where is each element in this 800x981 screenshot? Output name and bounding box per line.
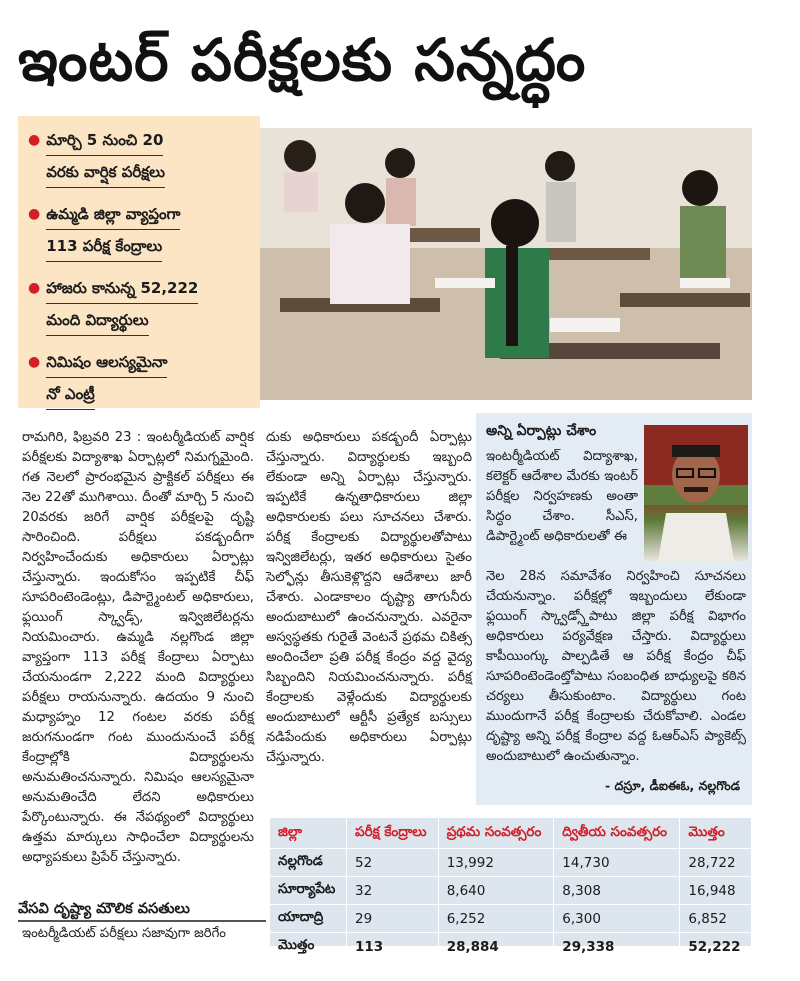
highlight-line: నో ఎంట్రీ xyxy=(46,380,95,410)
highlight-line: మంది విద్యార్థులు xyxy=(46,306,148,336)
table-cell: 6,300 xyxy=(554,905,680,933)
bullet-icon: ● xyxy=(28,280,41,296)
table-cell: మొత్తం xyxy=(270,933,347,961)
students-writing-illustration xyxy=(260,128,752,400)
article-column-2: దుకు అధికారులు పకడ్బందీ ఏర్పాట్లు చేస్తున్నారు. విద్యార్థులకు ఇబ్బంది లేకుండా అన్ని ఏర్పాట్లు చేస్తున్నారు. ఇప్పటికే ఉన్నతాధికారులు జిల్లా అధికారులకు పలు సూచనలు చేశారు. పరీక్ష కేంద్రాలకు విద్యార్థులతోపాటు ఇన్విజిలేటర్లు, ఇతర అధికారులు సైతం సెల్ఫోన్లు తీసుకెళ్లొద్దని ఆదేశాలు జారీ చేశారు. ఎండాకాలం దృష్ట్యా తాగునీరు అందుబాటులో ఉంచనున్నారు. ఎవరైనా అస్వస్థతకు గురైతే వెంటనే ప్రథమ చికిత్స అందించేలా ప్రతి పరీక్ష కేంద్రం వద్ద వైద్య సిబ్బందిని నియమించనున్నారు. పరీక్ష కేంద్రాలకు వెళ్లేందుకు విద్యార్థులకు అందుబాటులో ఆర్టీసీ ప్రత్యేక బస్సులు నడిపేందుకు అధికారులు ఏర్పాట్లు చేస్తున్నారు. xyxy=(266,430,472,765)
stats-table-box xyxy=(270,818,752,955)
highlight-item xyxy=(28,348,248,412)
highlight-line: హాజరు కానున్న 52,222 xyxy=(46,274,198,304)
table-cell: 29 xyxy=(347,905,439,933)
quote-text-bottom: నెల 28న సమావేశం నిర్వహించి సూచనలు చేయనున్నాం. పరీక్షల్లో ఇబ్బందులు లేకుండా ఫ్లయింగ్ స్క్వాడ్స్తోపాటు జిల్లా పరీక్ష విభాగం అధికారులు పర్యవేక్షణ చేస్తారు. విద్యార్థులు కాపీయింగ్కు పాల్పడితే ఆ పరీక్ష కేంద్రం చీఫ్ సూపరింటెండెంట్తోపాటు సంబంధిత బాధ్యులపై కఠిన చర్యలు తీసుకుంటాం. విద్యార్థులు గంట ముందుగానే పరీక్ష కేంద్రాలకు చేరుకోవాలి. ఎండల దృష్ట్యా అన్ని పరీక్ష కేంద్రాల వద్ద ఓఆర్ఎస్ ప్యాకెట్స్ అందుబాటులో ఉంచుతున్నాం. xyxy=(486,569,746,764)
column-header: ప్రథమ సంవత్సరం xyxy=(438,818,554,849)
highlight-line: ఉమ్మడి జిల్లా వ్యాప్తంగా xyxy=(46,200,180,230)
portrait-icon xyxy=(644,425,748,561)
table-cell: 14,730 xyxy=(554,849,680,877)
highlight-line: మార్చి 5 నుంచి 20 xyxy=(46,126,163,156)
table-cell: 32 xyxy=(347,877,439,905)
table-cell: 16,948 xyxy=(680,877,752,905)
table-total-row xyxy=(270,933,752,961)
table-cell: 28,884 xyxy=(438,933,554,961)
column-header: మొత్తం xyxy=(680,818,752,849)
quote-title: అన్ని ఏర్పాట్లు చేశాం xyxy=(486,423,597,439)
quote-text-top: ఇంటర్మీడియట్ విద్యాశాఖ, కలెక్టర్ ఆదేశాల మేరకు ఇంటర్ పరీక్షల నిర్వహణకు అంతా సిద్ధం చేశాం. సీఎస్, డిపార్ట్మెంట్ అధికారులతో ఈ xyxy=(486,449,638,544)
section-body: ఇంటర్మీడియట్ పరీక్షలు సజావుగా జరిగేం xyxy=(22,926,226,941)
table-cell: 6,252 xyxy=(438,905,554,933)
quote-credit: - దస్రూ, డీఐఈఓ, నల్లగొండ xyxy=(605,778,740,793)
table-row xyxy=(270,849,752,877)
bullet-icon: ● xyxy=(28,206,41,222)
table-row xyxy=(270,877,752,905)
section-subheading: వేసవి దృష్ట్యా మౌలిక వసతులు xyxy=(18,898,266,922)
table-row xyxy=(270,905,752,933)
article-column-1: రామగిరి, ఫిబ్రవరి 23 : ఇంటర్మీడియట్ వార్షిక పరీక్షలకు విద్యాశాఖ ఏర్పాట్లలో నిమగ్నమైంది. గత నెలలో ప్రారంభమైన ప్రాక్టికల్ పరీక్షలు ఈ నెల 22తో ముగిశాయి. దీంతో మార్చి 5 నుంచి 20వరకు జరిగే వార్షిక పరీక్షలపై దృష్టి సారించింది. పరీక్షలు పకడ్బందీగా నిర్వహించేందుకు అధికారులు ఏర్పాట్లు చేస్తున్నారు. ఇందుకోసం ఇప్పటికే చీఫ్ సూపరింటెండెంట్లు, డిపార్ట్మెంటల్ అధికారులు, ఫ్లయింగ్ స్క్వాడ్స్, ఇన్విజిలేటర్లను నియమించారు. ఉమ్మడి నల్లగొండ జిల్లా వ్యాప్తంగా 113 పరీక్ష కేంద్రాలు ఏర్పాటు చేయనుండగా 2,222 మంది విద్యార్థులు పరీక్షలు రాయనున్నారు. ఉదయం 9 నుంచి మధ్యాహ్నం 12 గంటల వరకు పరీక్ష జరుగనుండగా గంట ముందునుంచే పరీక్ష కేంద్రాల్లోకి విద్యార్థులను అనుమతించనున్నారు. నిమిషం ఆలస్యమైనా అనుమతించేది లేదని అధికారులు పేర్కొంటున్నారు. ఈ నేపథ్యంలో విద్యార్థులు ఉత్తమ మార్కులు సాధించేలా విద్యార్థులను అధ్యాపకులు ప్రిపేర్ చేస్తున్నారు. xyxy=(22,430,254,865)
highlight-item xyxy=(28,200,248,264)
column-header: ద్వితీయ సంవత్సరం xyxy=(554,818,680,849)
table-cell: సూర్యాపేట xyxy=(270,877,347,905)
highlights-box xyxy=(18,116,260,408)
table-cell: నల్లగొండ xyxy=(270,849,347,877)
table-cell: 28,722 xyxy=(680,849,752,877)
column-header: పరీక్ష కేంద్రాలు xyxy=(347,818,439,849)
table-cell: 13,992 xyxy=(438,849,554,877)
bullet-icon: ● xyxy=(28,354,41,370)
highlight-line: నిమిషం ఆలస్యమైనా xyxy=(46,348,167,378)
bullet-icon: ● xyxy=(28,132,41,148)
table-cell: 8,308 xyxy=(554,877,680,905)
highlight-line: 113 పరీక్ష కేంద్రాలు xyxy=(46,232,162,262)
table-cell: 52 xyxy=(347,849,439,877)
exam-hall-photo xyxy=(260,128,752,400)
official-quote-box xyxy=(476,413,752,805)
table-cell: 8,640 xyxy=(438,877,554,905)
exam-centers-table xyxy=(270,818,752,961)
official-portrait xyxy=(644,425,748,561)
table-cell: 113 xyxy=(347,933,439,961)
column-header: జిల్లా xyxy=(270,818,347,849)
table-cell: 52,222 xyxy=(680,933,752,961)
table-cell: 29,338 xyxy=(554,933,680,961)
table-cell: యాదాద్రి xyxy=(270,905,347,933)
headline: ఇంటర్ పరీక్షలకు సన్నద్ధం xyxy=(18,26,587,94)
table-header-row xyxy=(270,818,752,849)
table-cell: 6,852 xyxy=(680,905,752,933)
highlight-item xyxy=(28,274,248,338)
highlight-item xyxy=(28,126,248,190)
highlight-line: వరకు వార్షిక పరీక్షలు xyxy=(46,158,165,188)
